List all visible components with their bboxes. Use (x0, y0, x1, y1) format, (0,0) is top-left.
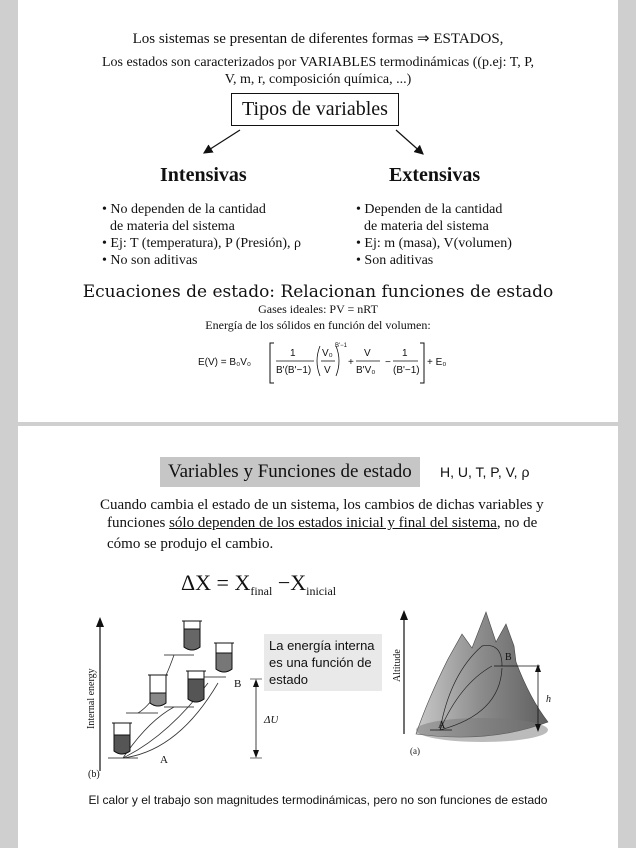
height-label: h (546, 694, 551, 705)
paragraph-line-3: cómo se produjo el cambio. (107, 536, 274, 552)
paragraph-line-2: funciones sólo dependen de los estados inicial y final del sistema, no de (107, 515, 538, 531)
ideal-gas-line: Gases ideales: PV = nRT (258, 302, 378, 316)
intensive-heading: Intensivas (160, 164, 247, 186)
altitude-label: Altitude (392, 649, 403, 682)
extensive-heading: Extensivas (389, 164, 481, 186)
figure-a-label: (a) (410, 746, 420, 756)
formula-bracket-left (270, 343, 274, 383)
paragraph-line-1: Cuando cambia el estado de un sistema, los cambios de dichas variables y (100, 497, 544, 513)
peak-b-label: B (505, 652, 512, 663)
formula-exponent: B'−1 (335, 343, 347, 349)
peak-a-label: A (438, 720, 446, 731)
formula-paren-left (317, 346, 320, 376)
point-a-label: A (160, 754, 168, 766)
ratio-num: V₀ (322, 348, 333, 359)
intensive-list (102, 201, 352, 269)
intensive-item: • No son aditivas (102, 253, 198, 268)
arrow-to-intensive (204, 130, 240, 153)
solid-energy-line: Energía de los sólidos en función del volumen: (205, 318, 431, 332)
internal-energy-note: La energía interna es una función de estado (264, 634, 382, 691)
beaker-b (214, 643, 234, 672)
extensive-item: • Dependen de la cantidad (356, 202, 503, 217)
intensive-item: • Ej: T (temperatura), P (Presión), ρ (102, 236, 302, 251)
footer-note: El calor y el trabajo son magnitudes termodinámicas, pero no son funciones de estado (88, 793, 548, 807)
extensive-list (356, 201, 606, 269)
state-functions-title: Variables y Funciones de estado (160, 457, 420, 487)
frac2-den: B'V₀ (356, 365, 376, 376)
beaker-mid-left (148, 675, 168, 706)
formula-bracket-right (420, 343, 424, 383)
types-of-variables-box: Tipos de variables (231, 93, 399, 126)
frac3-den: (B'−1) (393, 365, 420, 376)
formula-plus: + (348, 357, 354, 368)
y-axis-label: Internal energy (86, 668, 97, 729)
underlined-phrase: sólo dependen de los estados inicial y final del sistema (169, 515, 497, 531)
slide-state-variables (18, 0, 618, 422)
y-axis-arrow (96, 617, 104, 627)
figure-altitude (390, 604, 570, 759)
beaker-mid (186, 671, 206, 702)
beaker-top (182, 621, 202, 650)
formula-paren-right (336, 346, 339, 376)
states-line-1: Los estados son caracterizados por VARIABLES termodinámicas ((p.ej: T, P, (101, 55, 535, 70)
frac2-num: V (364, 348, 371, 359)
delta-u-label: ΔU (264, 714, 278, 726)
equations-title: Ecuaciones de estado: Relacionan funciones de estado (82, 282, 554, 302)
delta-x-formula: $\Delta X = X_{final} -X_{inicial}$ (181, 570, 337, 598)
intro-line: Los sistemas se presentan de diferentes formas ⇒ ESTADOS, (132, 31, 504, 47)
intensive-item: de materia del sistema (110, 219, 235, 234)
arrow-to-extensive (396, 130, 423, 154)
beaker-a (112, 723, 132, 754)
intensive-item: • No dependen de la cantidad (102, 202, 266, 217)
point-b-label: B (234, 678, 242, 690)
states-line-2: V, m, r, composición química, ...) (224, 72, 412, 87)
figure-b-label: (b) (88, 769, 100, 780)
slide-state-functions (18, 426, 618, 848)
formula-tail: + E₀ (427, 357, 447, 368)
formula-minus: − (385, 357, 391, 368)
formula-lhs: E(V) = B₀V₀ (198, 357, 252, 368)
ratio-den: V (324, 365, 331, 376)
frac1-num: 1 (290, 348, 296, 359)
extensive-item: • Son aditivas (356, 253, 434, 268)
figure-internal-energy (78, 611, 278, 786)
state-variable-list: H, U, T, P, V, ρ (440, 464, 530, 480)
extensive-item: • Ej: m (masa), V(volumen) (356, 236, 512, 251)
extensive-item: de materia del sistema (364, 219, 489, 234)
frac1-den: B'(B'−1) (276, 365, 312, 376)
frac3-num: 1 (402, 348, 408, 359)
solid-energy-formula (198, 338, 458, 388)
